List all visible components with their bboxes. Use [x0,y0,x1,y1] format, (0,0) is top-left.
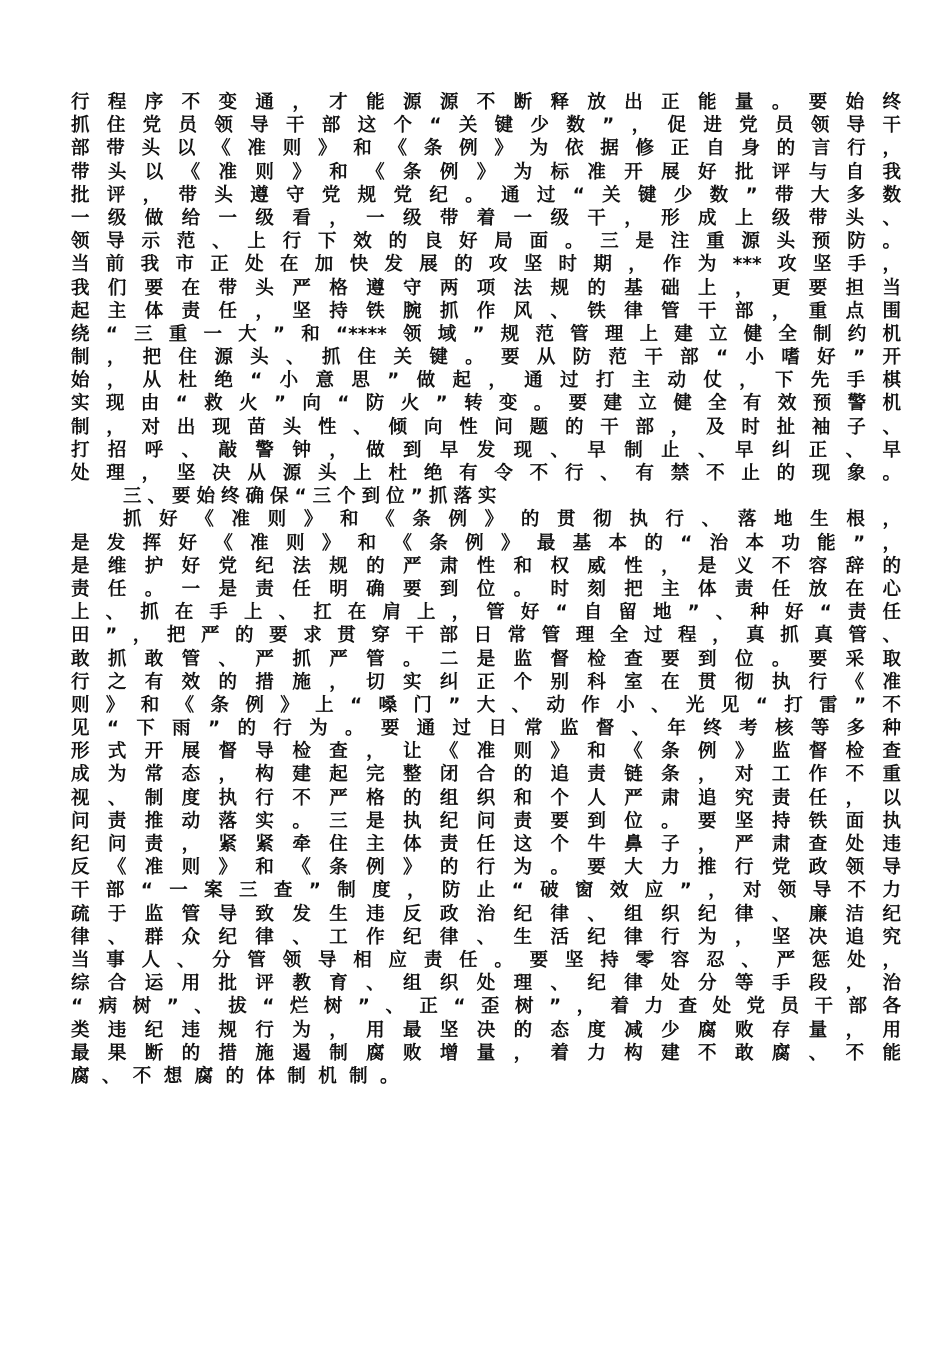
text-line: “病树”、拔“烂树”、正“歪树”，着力查处党员干部各 [71,996,901,1018]
text-line: 带头以《准则》和《条例》为标准开展好批评与自我 [71,161,901,183]
text-line: 打招呼、敲警钟，做到早发现、早制止、早纠正、早 [71,439,901,461]
text-line: 视、制度执行不严格的组织和个人严肃追究责任，以 [71,787,901,809]
text-line: 始，从杜绝“小意思”做起，通过打主动仗，下先手棋 [71,370,901,392]
text-line: 行程序不变通，才能源源不断释放出正能量。要始终 [71,92,901,113]
text-line: 田”，把严的要求贯穿干部日常管理全过程，真抓真管、 [71,625,901,647]
text-line: 综合运用批评教育、组织处理、纪律处分等手段，治 [71,973,901,995]
text-line: 纪问责，紧紧牵住主体责任这个牛鼻子，严肃查处违 [71,834,901,855]
text-line: 则》和《条例》上“嗓门”大、动作小、光见“打雷”不 [71,694,901,716]
section-heading: 三、要始终确保“三个到位”抓落实 [123,486,503,508]
text-line: 抓住党员领导干部这个“关键少数”，促进党员领导干 [71,115,901,137]
text-line: 当事人、分管领导相应责任。要坚持零容忍、严惩处， [71,949,901,971]
text-line: 行之有效的措施，切实纠正个别科室在贯彻执行《准 [71,671,901,693]
text-line: 绕“三重一大”和“****领域”规范管理上建立健全制约机 [71,323,901,345]
text-line: 一级做给一级看，一级带着一级干，形成上级带头、 [71,207,901,229]
text-line: 制，把住源头、抓住关键。要从防范干部“小嗜好”开 [71,347,901,369]
paragraph-first-line: 抓好《准则》和《条例》的贯彻执行、落地生根， [123,509,901,531]
text-line: 实现由“救火”向“防火”转变。要建立健全有效预警机 [71,393,901,415]
text-line: 起主体责任，坚持铁腕抓作风、铁律管干部，重点围 [71,300,901,322]
text-line: 律、群众纪律、工作纪律、生活纪律行为，坚决追究 [71,926,901,948]
text-line: 我们要在带头严格遵守两项法规的基础上，更要担当 [71,277,901,299]
text-line: 是维护好党纪法规的严肃性和权威性，是义不容辞的 [71,555,901,577]
text-line: 类违纪违规行为，用最坚决的态度减少腐败存量，用 [71,1019,901,1041]
paragraph-last-line: 腐、不想腐的体制机制。 [71,1065,411,1087]
text-line: 反《准则》和《条例》的行为。要大力推行党政领导 [71,857,901,879]
body-text [71,91,901,1088]
text-line: 上、抓在手上、扛在肩上，管好“自留地”、种好“责任 [71,602,901,624]
text-line: 当前我市正处在加快发展的攻坚时期，作为***攻坚手， [71,254,901,276]
text-line: 批评，带头遵守党规党纪。通过“关键少数”带大多数 [71,184,901,206]
text-line: 最果断的措施遏制腐败增量，着力构建不敢腐、不能 [71,1042,901,1064]
text-line: 疏于监管导致发生违反政治纪律、组织纪律、廉洁纪 [71,903,901,925]
text-line: 问责推动落实。三是执纪问责要到位。要坚持铁面执 [71,810,901,832]
text-line: 成为常态，构建起完整闭合的追责链条，对工作不重 [71,764,901,786]
text-line: 责任。一是责任明确要到位。时刻把主体责任放在心 [71,578,901,600]
text-line: 见“下雨”的行为。要通过日常监督、年终考核等多种 [71,718,901,740]
text-line: 制，对出现苗头性、倾向性问题的干部，及时扯袖子、 [71,416,901,438]
text-line: 领导示范、上行下效的良好局面。三是注重源头预防。 [71,231,901,253]
text-line: 敢抓敢管、严抓严管。二是监督检查要到位。要采取 [71,648,901,670]
text-line: 部带头以《准则》和《条例》为依据修正自身的言行， [71,138,901,160]
text-line: 是发挥好《准则》和《条例》最基本的“治本功能”， [71,532,901,554]
text-line: 形式开展督导检查，让《准则》和《条例》监督检查 [71,741,901,763]
text-line: 处理，坚决从源头上杜绝有令不行、有禁不止的现象。 [71,463,901,484]
text-line: 干部“一案三查”制度，防止“破窗效应”，对领导不力 [71,880,901,902]
